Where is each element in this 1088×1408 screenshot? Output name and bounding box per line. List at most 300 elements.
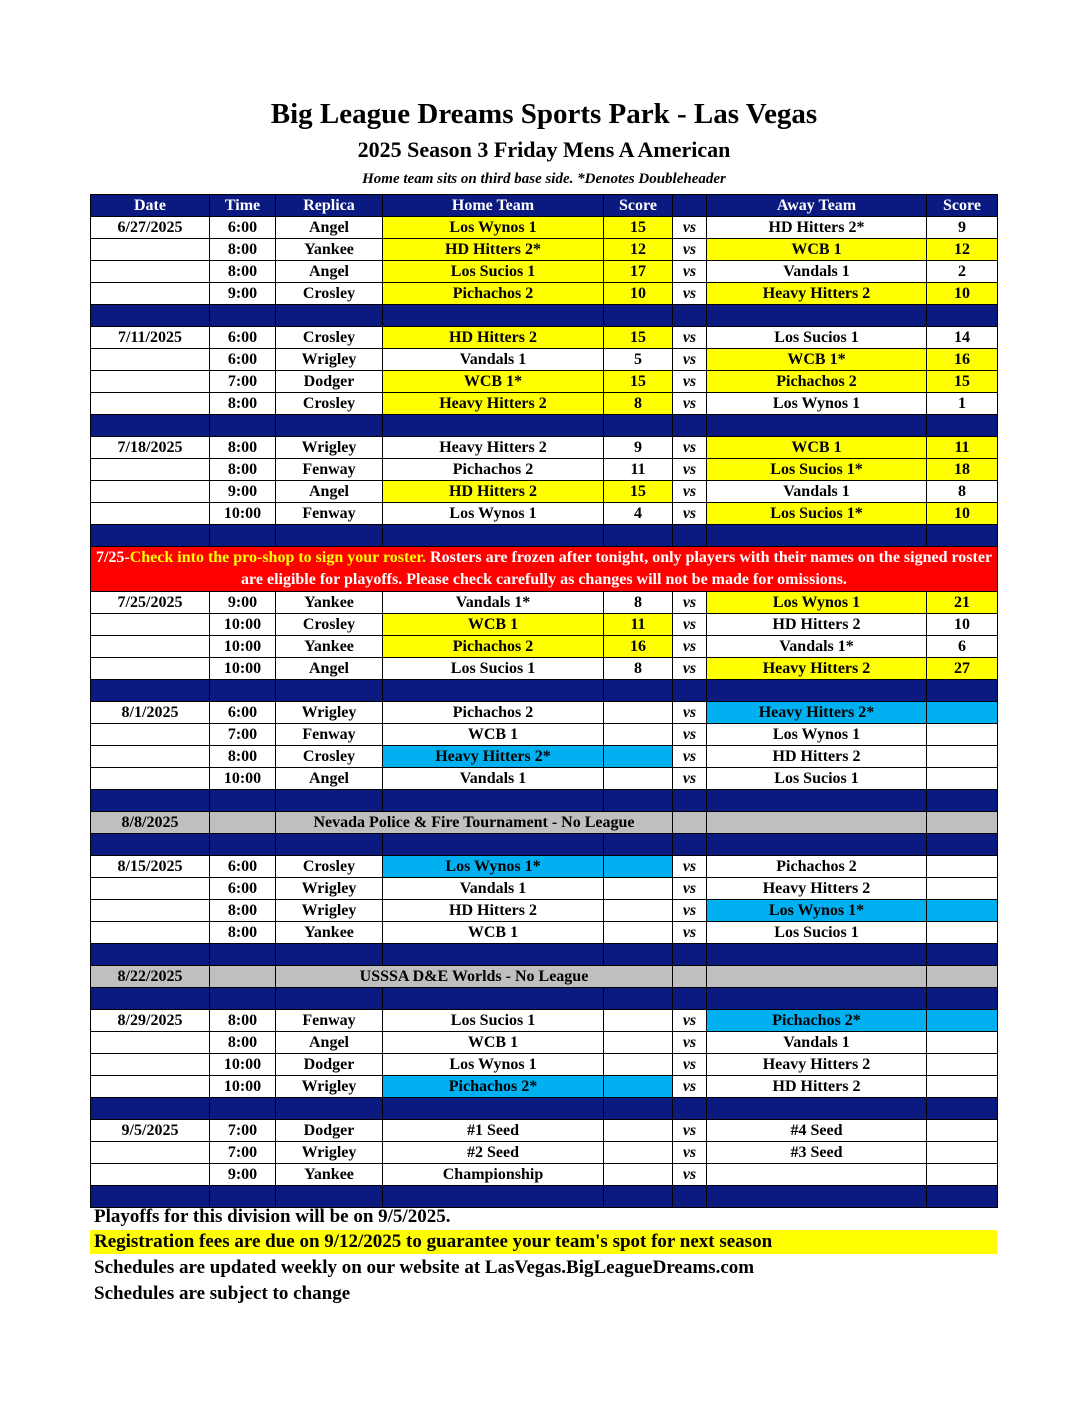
event-text: Nevada Police & Fire Tournament - No League xyxy=(276,812,673,834)
home-team-cell: WCB 1 xyxy=(383,724,604,746)
date-cell xyxy=(91,349,210,371)
separator-cell xyxy=(604,790,673,812)
time-cell: 6:00 xyxy=(210,702,276,724)
separator-cell xyxy=(673,680,707,702)
away-team-cell: Vandals 1* xyxy=(707,636,927,658)
game-row xyxy=(91,1120,998,1142)
time-cell: 7:00 xyxy=(210,1120,276,1142)
home-score-cell: 17 xyxy=(604,261,673,283)
vs-cell: vs xyxy=(673,614,707,636)
replica-cell: Wrigley xyxy=(276,437,383,459)
away-score-cell: 27 xyxy=(927,658,998,680)
away-score-cell: 10 xyxy=(927,283,998,305)
home-team-cell: Los Sucios 1 xyxy=(383,1010,604,1032)
away-team-cell: Los Sucios 1 xyxy=(707,768,927,790)
replica-cell: Dodger xyxy=(276,1120,383,1142)
time-cell: 6:00 xyxy=(210,217,276,239)
separator-cell xyxy=(707,988,927,1010)
home-team-cell: Heavy Hitters 2* xyxy=(383,746,604,768)
replica-cell: Fenway xyxy=(276,724,383,746)
home-team-cell: WCB 1* xyxy=(383,371,604,393)
separator-cell xyxy=(210,1098,276,1120)
vs-cell: vs xyxy=(673,746,707,768)
time-cell: 10:00 xyxy=(210,503,276,525)
date-cell: 7/11/2025 xyxy=(91,327,210,349)
separator-cell xyxy=(383,680,604,702)
date-cell xyxy=(91,371,210,393)
date-cell xyxy=(91,878,210,900)
separator-cell xyxy=(383,834,604,856)
separator-cell xyxy=(673,834,707,856)
away-team-cell: Heavy Hitters 2* xyxy=(707,702,927,724)
time-cell: 9:00 xyxy=(210,592,276,614)
time-cell xyxy=(210,966,276,988)
separator-cell xyxy=(673,305,707,327)
home-score-cell xyxy=(604,724,673,746)
schedule-note: Home team sits on third base side. *Denotes Doubleheader xyxy=(362,171,726,187)
home-team-cell: HD Hitters 2 xyxy=(383,481,604,503)
date-cell: 6/27/2025 xyxy=(91,217,210,239)
date-cell xyxy=(91,459,210,481)
replica-cell: Dodger xyxy=(276,1054,383,1076)
time-cell: 8:00 xyxy=(210,239,276,261)
time-cell: 10:00 xyxy=(210,768,276,790)
away-team-cell: Pichachos 2* xyxy=(707,1010,927,1032)
away-score-cell xyxy=(927,746,998,768)
separator-row xyxy=(91,834,998,856)
separator-cell xyxy=(91,305,210,327)
away-score-cell: 15 xyxy=(927,371,998,393)
away-team-cell: #3 Seed xyxy=(707,1142,927,1164)
separator-cell xyxy=(673,988,707,1010)
separator-cell xyxy=(604,834,673,856)
game-row xyxy=(91,614,998,636)
separator-cell xyxy=(927,988,998,1010)
separator-cell xyxy=(276,790,383,812)
home-score-cell: 16 xyxy=(604,636,673,658)
date-cell xyxy=(91,261,210,283)
separator-cell xyxy=(276,1098,383,1120)
vs-cell: vs xyxy=(673,922,707,944)
date-cell xyxy=(91,1142,210,1164)
replica-cell: Angel xyxy=(276,1032,383,1054)
game-row xyxy=(91,702,998,724)
playoffs-note: Playoffs for this division will be on 9/5/2025. xyxy=(94,1206,451,1227)
home-score-cell: 8 xyxy=(604,592,673,614)
col-home-team: Home Team xyxy=(383,195,604,217)
separator-cell xyxy=(91,415,210,437)
page-subtitle: 2025 Season 3 Friday Mens A American xyxy=(357,137,731,162)
separator-cell xyxy=(707,680,927,702)
separator-cell xyxy=(707,790,927,812)
home-score-cell: 11 xyxy=(604,614,673,636)
vs-cell: vs xyxy=(673,1164,707,1186)
replica-cell: Wrigley xyxy=(276,900,383,922)
away-team-cell xyxy=(707,1164,927,1186)
separator-cell xyxy=(383,988,604,1010)
separator-cell xyxy=(210,680,276,702)
replica-cell: Angel xyxy=(276,261,383,283)
away-score-cell xyxy=(927,768,998,790)
away-team-cell: Vandals 1 xyxy=(707,261,927,283)
replica-cell: Crosley xyxy=(276,856,383,878)
vs-cell: vs xyxy=(673,283,707,305)
home-team-cell: Los Wynos 1* xyxy=(383,856,604,878)
date-cell: 7/25/2025 xyxy=(91,592,210,614)
separator-cell xyxy=(927,415,998,437)
separator-cell xyxy=(276,415,383,437)
game-row xyxy=(91,459,998,481)
date-cell xyxy=(91,768,210,790)
game-row xyxy=(91,878,998,900)
date-cell xyxy=(91,283,210,305)
time-cell: 7:00 xyxy=(210,371,276,393)
separator-cell xyxy=(707,1098,927,1120)
replica-cell: Wrigley xyxy=(276,1142,383,1164)
home-team-cell: Championship xyxy=(383,1164,604,1186)
separator-cell xyxy=(604,944,673,966)
away-team-cell: Heavy Hitters 2 xyxy=(707,1054,927,1076)
away-score-cell: 2 xyxy=(927,261,998,283)
roster-notice-row xyxy=(91,547,998,592)
vs-cell: vs xyxy=(673,437,707,459)
replica-cell: Crosley xyxy=(276,327,383,349)
separator-cell xyxy=(210,415,276,437)
away-team-cell: Heavy Hitters 2 xyxy=(707,283,927,305)
separator-cell xyxy=(210,944,276,966)
game-row xyxy=(91,1164,998,1186)
separator-cell xyxy=(707,415,927,437)
home-score-cell: 11 xyxy=(604,459,673,481)
game-row xyxy=(91,856,998,878)
away-score-cell xyxy=(927,812,998,834)
away-score-cell xyxy=(927,1120,998,1142)
game-row xyxy=(91,1010,998,1032)
game-row xyxy=(91,900,998,922)
replica-cell: Fenway xyxy=(276,459,383,481)
schedule-body xyxy=(91,217,998,1208)
game-row xyxy=(91,592,998,614)
separator-cell xyxy=(276,525,383,547)
separator-row xyxy=(91,305,998,327)
time-cell: 8:00 xyxy=(210,393,276,415)
vs-cell: vs xyxy=(673,1076,707,1098)
time-cell: 8:00 xyxy=(210,437,276,459)
separator-cell xyxy=(91,834,210,856)
date-cell: 8/8/2025 xyxy=(91,812,210,834)
date-cell xyxy=(91,481,210,503)
separator-cell xyxy=(927,944,998,966)
game-row xyxy=(91,1142,998,1164)
away-team-cell: Pichachos 2 xyxy=(707,371,927,393)
home-team-cell: Heavy Hitters 2 xyxy=(383,393,604,415)
away-team-cell: Los Sucios 1* xyxy=(707,503,927,525)
home-team-cell: Los Sucios 1 xyxy=(383,261,604,283)
time-cell: 6:00 xyxy=(210,878,276,900)
home-team-cell: Heavy Hitters 2 xyxy=(383,437,604,459)
separator-cell xyxy=(673,944,707,966)
separator-cell xyxy=(707,305,927,327)
game-row xyxy=(91,349,998,371)
away-team-cell: Pichachos 2 xyxy=(707,856,927,878)
home-team-cell: Pichachos 2* xyxy=(383,1076,604,1098)
vs-cell: vs xyxy=(673,239,707,261)
away-team-cell: Vandals 1 xyxy=(707,1032,927,1054)
away-score-cell: 6 xyxy=(927,636,998,658)
replica-cell: Wrigley xyxy=(276,1076,383,1098)
vs-cell: vs xyxy=(673,724,707,746)
home-score-cell xyxy=(604,900,673,922)
game-row xyxy=(91,1032,998,1054)
replica-cell: Yankee xyxy=(276,922,383,944)
away-score-cell: 18 xyxy=(927,459,998,481)
game-row xyxy=(91,503,998,525)
separator-cell xyxy=(673,525,707,547)
separator-cell xyxy=(604,680,673,702)
vs-cell: vs xyxy=(673,327,707,349)
away-score-cell: 10 xyxy=(927,614,998,636)
date-cell xyxy=(91,1032,210,1054)
home-score-cell xyxy=(604,922,673,944)
separator-cell xyxy=(383,415,604,437)
time-cell: 9:00 xyxy=(210,1164,276,1186)
home-team-cell: #2 Seed xyxy=(383,1142,604,1164)
separator-cell xyxy=(91,944,210,966)
away-team-cell: Los Wynos 1* xyxy=(707,900,927,922)
away-score-cell xyxy=(927,856,998,878)
replica-cell: Crosley xyxy=(276,614,383,636)
home-score-cell: 9 xyxy=(604,437,673,459)
away-score-cell xyxy=(927,724,998,746)
date-cell xyxy=(91,1164,210,1186)
home-team-cell: Pichachos 2 xyxy=(383,459,604,481)
separator-cell xyxy=(707,834,927,856)
separator-cell xyxy=(673,790,707,812)
separator-cell xyxy=(91,680,210,702)
date-cell xyxy=(91,746,210,768)
home-score-cell xyxy=(604,856,673,878)
replica-cell: Wrigley xyxy=(276,349,383,371)
col-away-score: Score xyxy=(927,195,998,217)
time-cell: 10:00 xyxy=(210,658,276,680)
away-score-cell: 16 xyxy=(927,349,998,371)
separator-cell xyxy=(276,680,383,702)
separator-row xyxy=(91,1098,998,1120)
separator-cell xyxy=(210,790,276,812)
time-cell: 8:00 xyxy=(210,900,276,922)
separator-row xyxy=(91,680,998,702)
home-team-cell: #1 Seed xyxy=(383,1120,604,1142)
time-cell: 8:00 xyxy=(210,1010,276,1032)
home-team-cell: Pichachos 2 xyxy=(383,636,604,658)
vs-cell: vs xyxy=(673,636,707,658)
vs-cell: vs xyxy=(673,1032,707,1054)
away-team-cell: HD Hitters 2 xyxy=(707,1076,927,1098)
replica-cell: Angel xyxy=(276,768,383,790)
game-row xyxy=(91,724,998,746)
date-cell: 8/29/2025 xyxy=(91,1010,210,1032)
away-team-cell: HD Hitters 2* xyxy=(707,217,927,239)
away-score-cell: 8 xyxy=(927,481,998,503)
separator-row xyxy=(91,790,998,812)
home-score-cell: 4 xyxy=(604,503,673,525)
date-cell xyxy=(91,393,210,415)
home-score-cell: 15 xyxy=(604,371,673,393)
home-team-cell: WCB 1 xyxy=(383,614,604,636)
time-cell: 6:00 xyxy=(210,349,276,371)
home-score-cell xyxy=(604,746,673,768)
table-header-row xyxy=(91,195,998,217)
time-cell: 6:00 xyxy=(210,856,276,878)
separator-cell xyxy=(927,834,998,856)
home-team-cell: Los Wynos 1 xyxy=(383,1054,604,1076)
separator-cell xyxy=(604,988,673,1010)
away-score-cell: 14 xyxy=(927,327,998,349)
vs-cell: vs xyxy=(673,702,707,724)
col-time: Time xyxy=(210,195,276,217)
game-row xyxy=(91,746,998,768)
game-row xyxy=(91,261,998,283)
separator-cell xyxy=(707,525,927,547)
game-row xyxy=(91,283,998,305)
change-note: Schedules are subject to change xyxy=(94,1283,351,1304)
separator-row xyxy=(91,415,998,437)
game-row xyxy=(91,636,998,658)
vs-cell: vs xyxy=(673,349,707,371)
date-cell xyxy=(91,1054,210,1076)
date-cell: 8/15/2025 xyxy=(91,856,210,878)
vs-cell: vs xyxy=(673,900,707,922)
home-score-cell: 15 xyxy=(604,481,673,503)
away-team-cell xyxy=(707,812,927,834)
time-cell: 8:00 xyxy=(210,459,276,481)
replica-cell: Wrigley xyxy=(276,702,383,724)
home-team-cell: Los Wynos 1 xyxy=(383,217,604,239)
away-team-cell: Heavy Hitters 2 xyxy=(707,658,927,680)
away-team-cell: WCB 1 xyxy=(707,437,927,459)
vs-cell: vs xyxy=(673,217,707,239)
date-cell: 9/5/2025 xyxy=(91,1120,210,1142)
separator-cell xyxy=(927,790,998,812)
vs-cell: vs xyxy=(673,1010,707,1032)
col-vs xyxy=(673,195,707,217)
schedule-table xyxy=(90,194,998,1208)
game-row xyxy=(91,1076,998,1098)
away-score-cell xyxy=(927,1032,998,1054)
separator-cell xyxy=(927,680,998,702)
game-row xyxy=(91,437,998,459)
separator-cell xyxy=(91,525,210,547)
replica-cell: Dodger xyxy=(276,371,383,393)
replica-cell: Fenway xyxy=(276,1010,383,1032)
separator-cell xyxy=(604,1098,673,1120)
replica-cell: Angel xyxy=(276,658,383,680)
separator-cell xyxy=(927,525,998,547)
game-row xyxy=(91,768,998,790)
home-score-cell xyxy=(604,768,673,790)
time-cell: 10:00 xyxy=(210,614,276,636)
notice-date: 7/25- xyxy=(95,549,130,566)
away-score-cell xyxy=(927,1010,998,1032)
separator-cell xyxy=(383,1098,604,1120)
separator-cell xyxy=(383,525,604,547)
home-team-cell: Los Wynos 1 xyxy=(383,503,604,525)
game-row xyxy=(91,239,998,261)
away-team-cell: WCB 1* xyxy=(707,349,927,371)
home-score-cell xyxy=(604,1120,673,1142)
separator-cell xyxy=(276,305,383,327)
away-team-cell: Heavy Hitters 2 xyxy=(707,878,927,900)
separator-cell xyxy=(91,790,210,812)
game-row xyxy=(91,217,998,239)
away-score-cell: 12 xyxy=(927,239,998,261)
notice-highlight: Check into the pro-shop to sign your roster. xyxy=(129,549,427,566)
away-team-cell: Vandals 1 xyxy=(707,481,927,503)
home-score-cell: 12 xyxy=(604,239,673,261)
date-cell xyxy=(91,239,210,261)
time-cell: 6:00 xyxy=(210,327,276,349)
time-cell xyxy=(210,812,276,834)
date-cell xyxy=(91,636,210,658)
vs-cell xyxy=(673,812,707,834)
separator-row xyxy=(91,944,998,966)
home-score-cell: 5 xyxy=(604,349,673,371)
vs-cell xyxy=(673,966,707,988)
home-score-cell xyxy=(604,1076,673,1098)
date-cell xyxy=(91,658,210,680)
away-team-cell: Los Sucios 1 xyxy=(707,327,927,349)
separator-cell xyxy=(210,525,276,547)
time-cell: 10:00 xyxy=(210,1076,276,1098)
time-cell: 10:00 xyxy=(210,1054,276,1076)
away-team-cell: Los Wynos 1 xyxy=(707,592,927,614)
time-cell: 7:00 xyxy=(210,1142,276,1164)
replica-cell: Angel xyxy=(276,481,383,503)
no-league-row xyxy=(91,812,998,834)
game-row xyxy=(91,922,998,944)
game-row xyxy=(91,481,998,503)
date-cell xyxy=(91,1076,210,1098)
separator-row xyxy=(91,988,998,1010)
away-score-cell: 10 xyxy=(927,503,998,525)
home-score-cell xyxy=(604,1164,673,1186)
separator-cell xyxy=(383,790,604,812)
away-score-cell: 1 xyxy=(927,393,998,415)
home-team-cell: Pichachos 2 xyxy=(383,702,604,724)
away-score-cell xyxy=(927,922,998,944)
separator-cell xyxy=(673,1098,707,1120)
home-score-cell: 8 xyxy=(604,393,673,415)
col-away-team: Away Team xyxy=(707,195,927,217)
home-score-cell xyxy=(604,1010,673,1032)
time-cell: 9:00 xyxy=(210,283,276,305)
vs-cell: vs xyxy=(673,592,707,614)
home-score-cell: 15 xyxy=(604,327,673,349)
home-team-cell: Vandals 1* xyxy=(383,592,604,614)
separator-cell xyxy=(276,988,383,1010)
replica-cell: Fenway xyxy=(276,503,383,525)
home-score-cell xyxy=(604,1054,673,1076)
no-league-row xyxy=(91,966,998,988)
away-team-cell: Los Sucios 1 xyxy=(707,922,927,944)
away-team-cell: #4 Seed xyxy=(707,1120,927,1142)
date-cell xyxy=(91,922,210,944)
away-team-cell xyxy=(707,966,927,988)
replica-cell: Yankee xyxy=(276,239,383,261)
separator-cell xyxy=(383,944,604,966)
away-score-cell: 21 xyxy=(927,592,998,614)
replica-cell: Crosley xyxy=(276,393,383,415)
